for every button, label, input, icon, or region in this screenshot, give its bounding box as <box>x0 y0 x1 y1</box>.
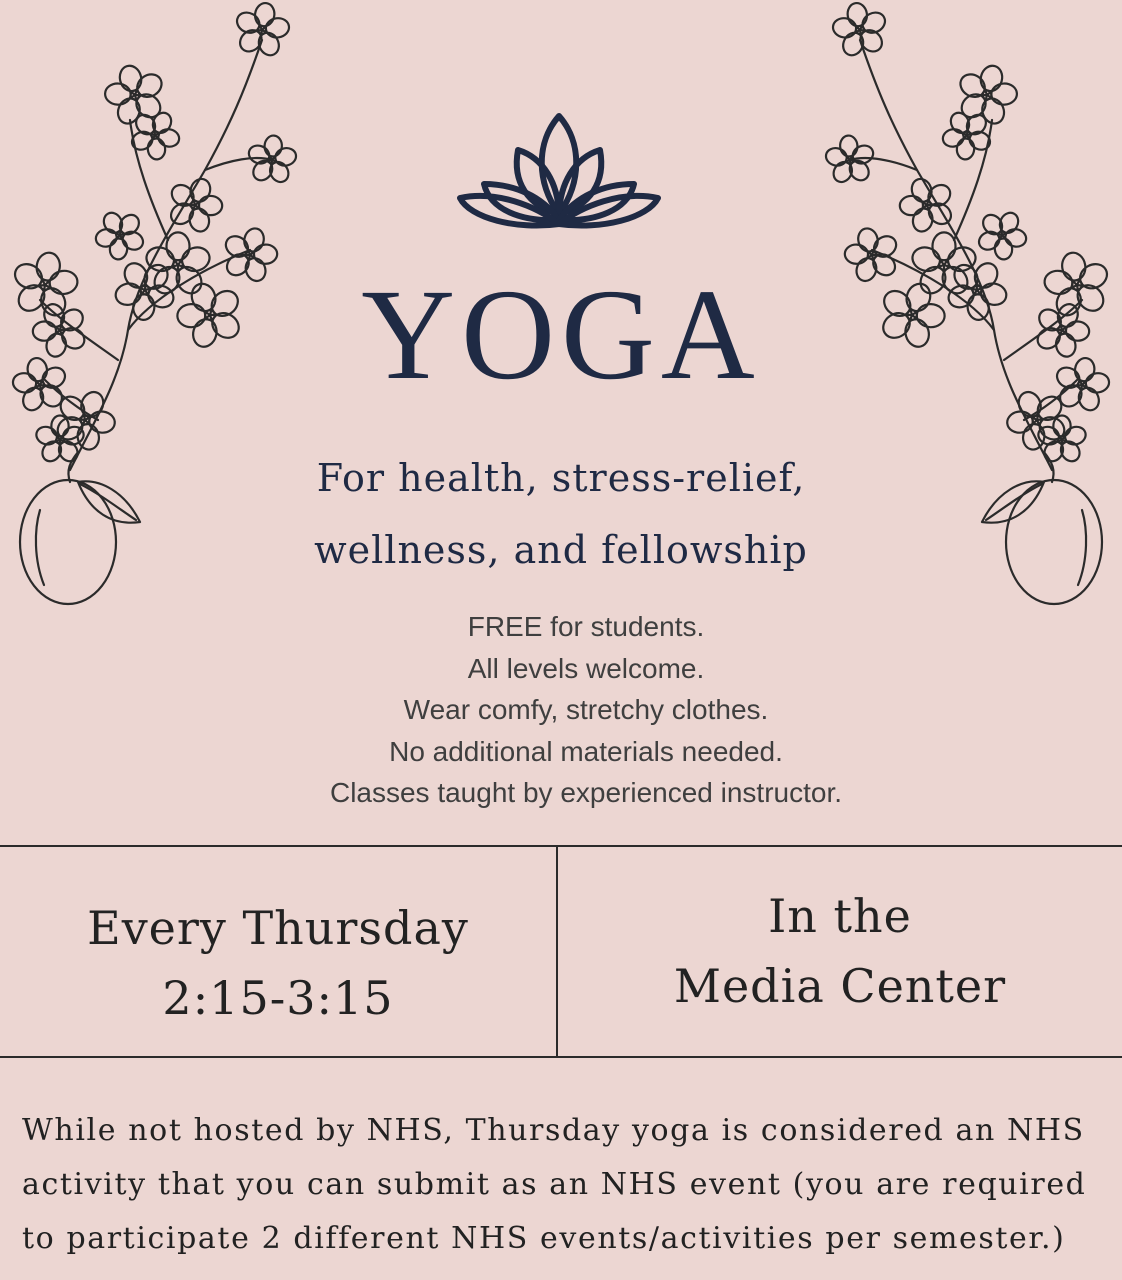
location-cell <box>558 881 1122 1021</box>
schedule-day: Every Thursday <box>87 901 469 955</box>
note-line: to participate 2 different NHS events/activities per semester.) <box>22 1221 1066 1256</box>
detail-item: FREE for students. <box>467 611 705 642</box>
detail-item: Classes taught by experienced instructor. <box>329 777 843 808</box>
details-list <box>0 606 1122 814</box>
divider-top <box>0 845 1122 847</box>
detail-item: Wear comfy, stretchy clothes. <box>403 694 769 725</box>
location-name: Media Center <box>673 959 1007 1013</box>
nhs-note <box>22 1104 1102 1266</box>
poster-title: YOGA <box>361 263 761 407</box>
detail-item: No additional materials needed. <box>389 735 783 767</box>
detail-item: All levels welcome. <box>467 652 705 684</box>
divider-bottom <box>0 1056 1122 1058</box>
tagline-line: For health, stress-relief, <box>316 456 806 500</box>
note-line: While not hosted by NHS, Thursday yoga is considered an NHS <box>22 1113 1085 1148</box>
lotus-icon <box>456 112 662 230</box>
location-prefix: In the <box>768 889 912 943</box>
schedule-cell <box>0 893 556 1033</box>
tagline-line: wellness, and fellowship <box>314 528 808 572</box>
schedule-time: 2:15-3:15 <box>162 971 394 1025</box>
note-line: activity that you can submit as an NHS event (you are required <box>22 1167 1087 1202</box>
tagline <box>0 442 1122 586</box>
